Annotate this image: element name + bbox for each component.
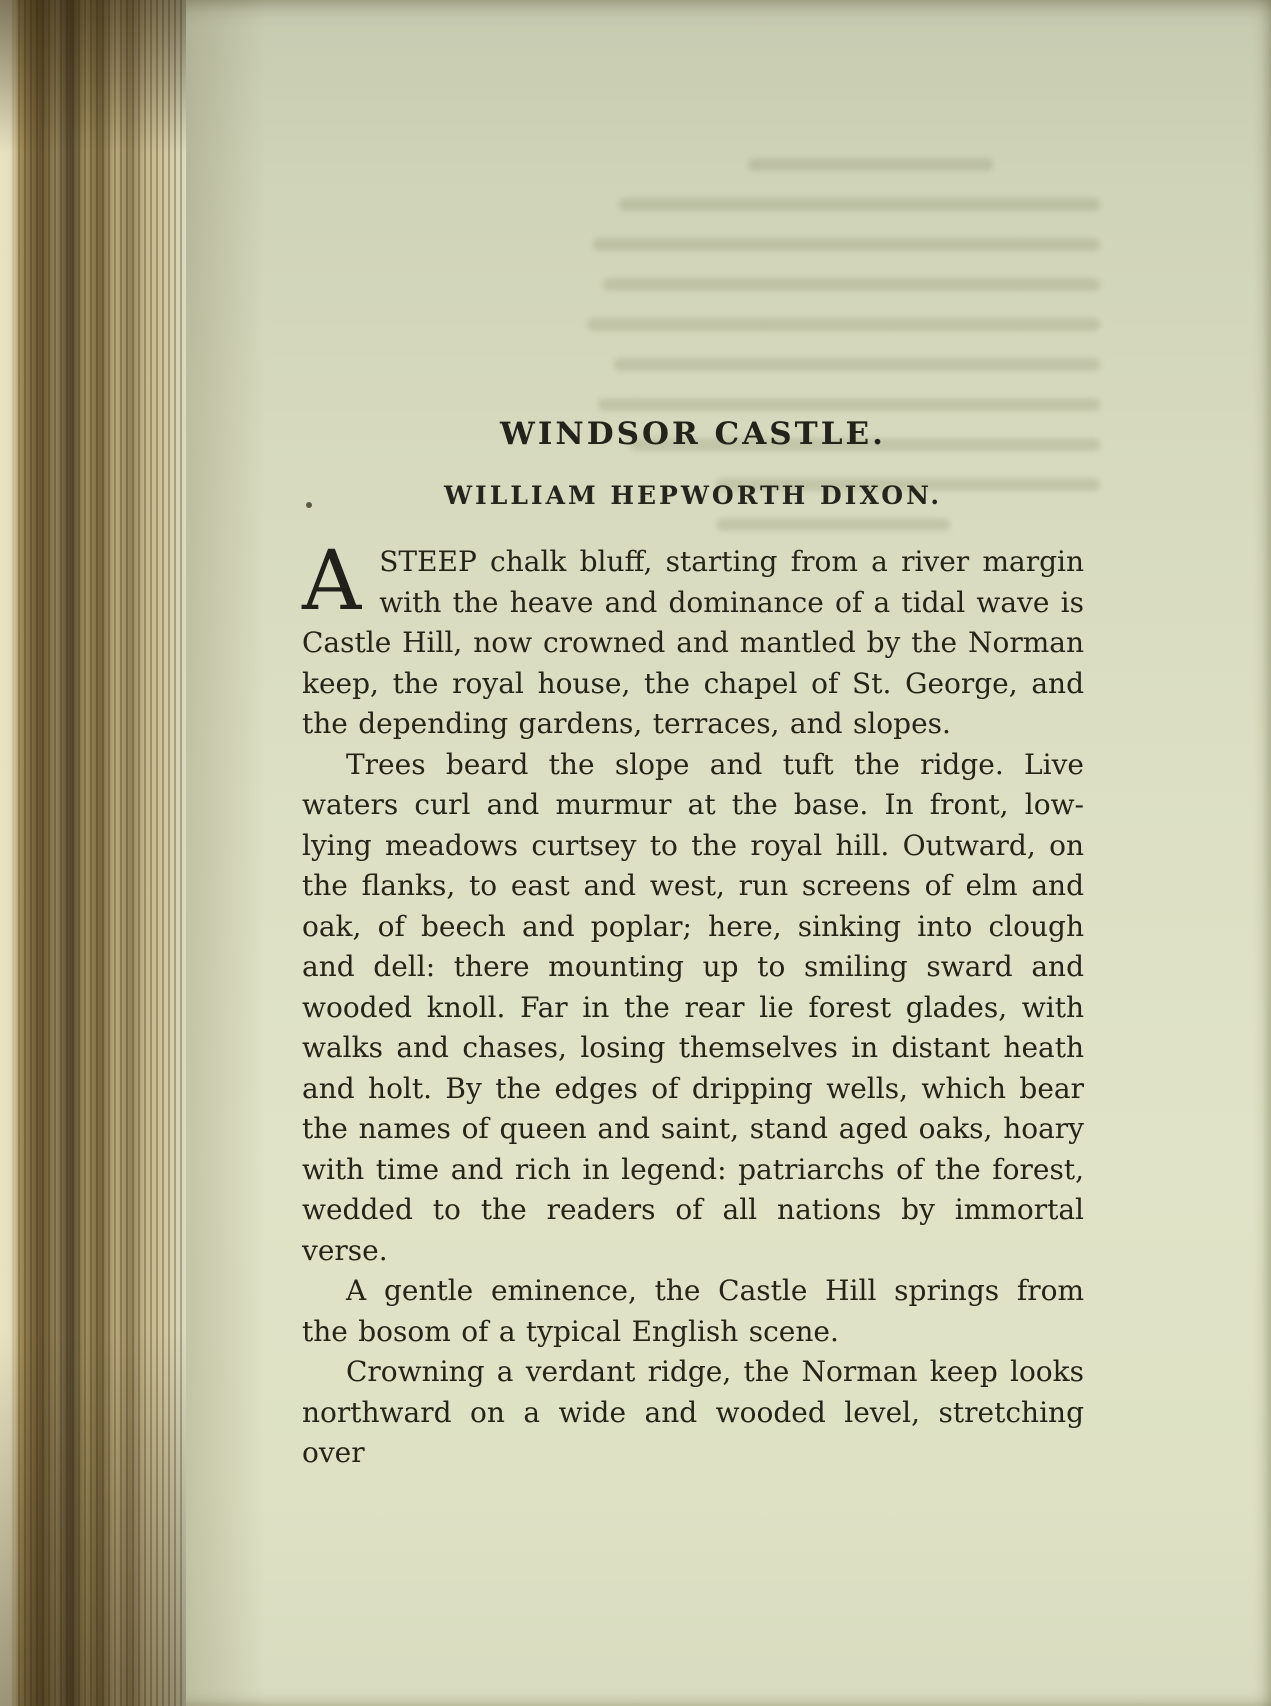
ghost-text-line xyxy=(598,398,1100,411)
paragraph-text: A gentle eminence, the Castle Hill springs from the bosom of a typical English scene. xyxy=(302,1274,1084,1348)
page-title: WINDSOR CASTLE. xyxy=(500,416,886,452)
printed-text-block xyxy=(302,414,1084,1474)
ghost-text-line xyxy=(593,238,1100,251)
drop-cap: A xyxy=(302,534,362,629)
ghost-text-line xyxy=(587,318,1100,331)
paragraph xyxy=(302,1271,1084,1352)
author-name: WILLIAM HEPWORTH DIXON. xyxy=(443,481,943,510)
paragraph-text: Trees beard the slope and tuft the ridge. Live waters curl and murmur at the base. In front, low-lying meadows curtsey to the royal hill. Outward, on the flanks, to east and west, run screens of elm and oak, of beech and poplar; here, sinking into clough and dell: there mounting up to smiling sward and wooded knoll. Far in the rear lie forest glades, with walks and chases, losing themselves in distant heath and holt. By the edges of dripping wells, which bear the names of queen and saint, stand aged oaks, hoary with time and rich in legend: patriarchs of the forest, wedded to the readers of all nations by immortal verse. xyxy=(302,747,1084,1267)
ghost-text-line xyxy=(619,198,1100,211)
book-binding-page-edges xyxy=(0,0,186,1706)
paragraph-text: STEEP chalk bluff, starting from a river margin with the heave and dominance of a tidal wave is Castle Hill, now crowned and mantled by the Norman keep, the royal house, the chapel of St. George, and the depending gardens, terraces, and slopes. xyxy=(302,545,1084,740)
ghost-text-line xyxy=(748,158,994,171)
body-text xyxy=(302,534,1084,1474)
gutter-shadow xyxy=(186,0,266,1706)
paragraph xyxy=(302,1352,1084,1474)
paragraph-text: Crowning a verdant ridge, the Norman keep looks northward on a wide and wooded level, stretching over xyxy=(302,1355,1084,1469)
ghost-text-line xyxy=(603,278,1100,291)
paragraph xyxy=(302,534,1084,745)
paragraph xyxy=(302,745,1084,1272)
ghost-text-line xyxy=(614,358,1100,371)
